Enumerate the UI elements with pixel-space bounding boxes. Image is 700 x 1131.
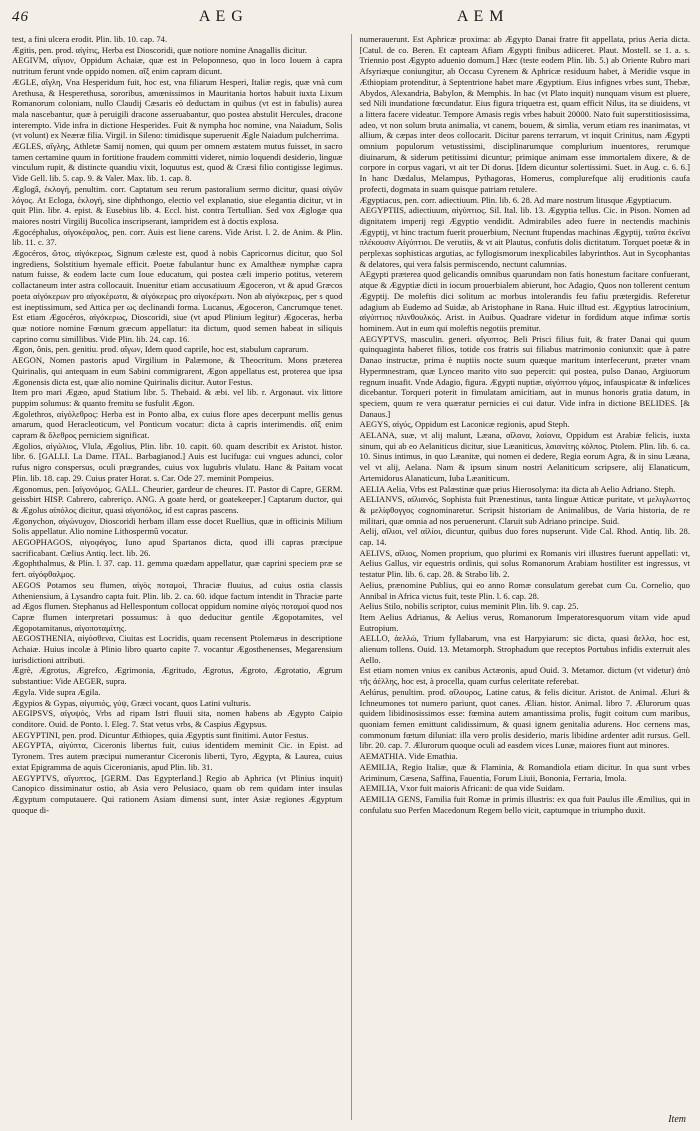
dictionary-entry: AEgypti præterea quod gelicandis omnibus quarundam non fatis honestum facitare confuerant, atque & Ægyptiæ dicti in iocum prouerbialem abierunt, hoc Adagio, Quos non tollerent centum Ægyptij. De moleftis dici solitum ac morbus intolerandis feu fafiu prætergidis. Referetur adagium ab Eudemo ad Suidæ, ab Aristophane in Rana. Huic illtud est. Ægyptius latrocinium, αἰγύπτιος πλινθουλκός. Arist. in Auibus. Quadrare videtur in fordidum atque infimæ sortis hominem. Aut in eum qui moleftis negotiis premitur. [359, 269, 690, 333]
dictionary-entry: Ægophthalmus, & Plin. l. 37. cap. 11. gemma quædam appellatur, quæ caprini speciem præ se fert. αἰγόφθαλμος. [12, 558, 343, 580]
dictionary-entry: Ægocéphalus, αἰγοκέφαλος, pen. corr. Auis est liene carens. Vide Arist. l. 2. de Anim. & Plin. lib. 11. c. 37. [12, 226, 343, 248]
dictionary-entry: Ægonychon, αἰγώνυχον, Dioscoridi herbam illam esse docet Ruellius, quæ in officinis Milium Solis appellatur. Alio nomine Lithospermū vocatur. [12, 515, 343, 537]
dictionary-entry: AEGIPSVS, αἰγυψός, Vrbs ad ripam Istri fluuii sita, nomen habens ab Ægypto Caipio conditore. Ouid. de Ponto. l. Eleg. 7. Stat vetus vrbs, & Caspius Ægypsus. [12, 708, 343, 729]
dictionary-entry: AEMILIA, Regio Italiæ, quæ & Flaminia, & Romandiola etiam dicitur. In qua sunt vrbes Ariminum, Cæsena, Saffina, Fauentia, Forum Liuii, Bononia, Ferraria, Imola. [359, 761, 690, 783]
dictionary-entry: Est etiam nomen vnius ex canibus Actæonis, apud Ouid. 3. Metamor. dictum (vt videtur) ἀπὸ τῆς ἀέλλης, hoc est, à procella, quam curfus celeritate referebat. [359, 665, 690, 687]
dictionary-entry: AELANA, suæ, vt alij malunt, Læana, αἴλανα, λαίανα, Oppidum est Arabiæ felicis, iuxta sinum, qui ab eo Aelaniticus dicitur, siue Læaniticus, λαιανίτης κόλπος. Ptolem. Plin. lib. 6. ca. 10. Sinus intimus, in quo Læanitæ, qui nomen ei dedere, Regia eorum Agra, & in sinu Læana, vel vt alij, Aelana. Nam & ipsum sinum nostri Aelaniticum scripsere, alij Elanaticum, Artemidorus Alanaticum, Iuba Læaniticum. [359, 430, 690, 483]
dictionary-entry: Aelius Stilo, nobilis scriptor, cuius meminit Plin. lib. 9. cap. 25. [359, 601, 579, 612]
right-running-head: A E M [456, 8, 505, 25]
column-rule [351, 34, 352, 1120]
dictionary-entry: Item Aelius Adrianus, & Aelius verus, Romanorum Imperatoresquorum vitam vide apud Eutropium. [359, 611, 690, 633]
left-running-head: A E G [198, 8, 244, 25]
text-columns [12, 34, 690, 1120]
dictionary-entry: Ægocéros, ὤτος, αἰγόκερως, Signum cæleste est, quod à nobis Capricornus dicitur, quo Sol ingrediens, Solstitium hyemale efficit. Poetæ fabulantur hunc ex Amaltheæ nymphæ capra natum fuisse, & eodem lacte cum Ioue educatum, qui postea cæli imperio potitus, veterem collactaneum inter astra collocauit. Inuenitur etiam accusatiuum Ægoceron, vt & apud Græcos poeta αἰγόκερων pro αἰγοκέρωτα, & αἰγόκερως pro αἰγοκέρωτι. Non ab αἰγόκερως, per s quod est ineptissimum, sed Attica per ως declinandi forma. Lucanus, Ægoceron, Cancrumque tenet. Est etiam Ægocéros, αἰγόκερως, Dioscoridi, siue (vt apud Plinium legitur) Ægoceras, herba quæ notiore nomine Fœnum græcum appellatur: ita dictum, quod semen habeat in siliquis caprino cornu simillibus. Vide Plin. lib. 24. cap. 16. [12, 248, 343, 344]
dictionary-entry: Item pro mari Ægæo, apud Statium libr. 5. Thebaid. & æbi. vel lib. r. Argonaut. vix littore puppim solumus: & quanto fremitu se fusfulit Ægon. [12, 387, 343, 408]
dictionary-entry: Ægyla. Vide supra Ægila. [12, 686, 101, 697]
dictionary-entry: AELIVS, αἴλιος, Nomen proprium, quo plurimi ex Romanis viri illustres fuerunt appellati: vt, Aelius Gallus, vir equestris ordinis, qui solus Romanorum Arabiam hostiliter est ingressus, vt testatur Plin. lib. 6. cap. 28. & Strabo lib. 2. [359, 547, 690, 580]
dictionary-entry: ÆGLES, αἴγλης, Athletæ Samij nomen, qui quum per omnem æstatem mutus fuisset, in sacro tamen certamine quum in fortitione fraudem committi videret, nimio loquendi desiderio, linguæ vinculum rupit, & distincte quandiu vixit, loquutus est, quod & Cræsi filio contigisse legimus. Vide Gell. lib. 5. cap. 9. & Valer. Max. lib. 1. cap. 8. [12, 141, 343, 184]
dictionary-entry: Aelij, αἴλιοι, vel αἰλίοι, dicuntur, quibus duo fores nupserunt. Vide Cal. Rhod. Antiq. lib. 28. cap. 14. [359, 526, 690, 548]
dictionary-entry: Ægitis, pen. prod. αἰγίτις, Herba est Dioscoridi, quæ notiore nomine Anagallis dicitur. [12, 44, 307, 55]
dictionary-entry: Ægonomus, pen. [αἰγονόμος. GALL. Cheurier, gardeur de cheures. IT. Pastor di Capre, GERM. geissbirt HISP. Cabrero, cabreriço. ANG. A goate herd, or goatekeeper.] Captarum ductor, qui & Ægolus αἰπόλος dicitur, quasi αἰγοπόλος, id est capras pascens. [12, 483, 343, 515]
dictionary-entry: Ægyptiacus, pen. corr. adiectiuum. Plin. lib. 6. 28. Ad mare nostrum litusque Ægyptiacum. [359, 194, 672, 205]
dictionary-entry: AEGYPTA, αἰγύπτα, Ciceronis libertus fuit, cuius identidem meminit Cic. in Epist. ad Tyronem. Tres autem præcipui numerantur Ciceronis liberti, Tyro, Ægypta, & Laurea, cuius extat Epigramma de aquis Ciceronianis, apud Plin. lib. 31. [12, 740, 343, 772]
dictionary-entry: test, a fini ulcera erodit. Plin. lib. 10. cap. 74. [12, 34, 168, 44]
dictionary-entry: AEGIVM, αἴγιον, Oppidum Achaiæ, quæ est in Peloponneso, quo in loco Iouem à capra nutritum ferunt vnde oppido nomen. αἴξ enim capram dicunt. [12, 55, 343, 77]
dictionary-entry: Aelius, prænomine Publius, qui eo anno Romæ consulatum gerebat cum Cu. Cornelio, quo Annibal in Africa victus fuit, teste Plin. l. 6. cap. 28. [359, 579, 690, 601]
right-column [359, 34, 690, 1120]
left-column [12, 34, 343, 1120]
dictionary-entry: Æglogâ, ἐκλογή, penultim. corr. Captatum seu rerum pastoralium sermo dicitur, quasi αἰγῶν λόγος. At Ecloga, ἐκλογή, sine diphthongo, electio vel explanatio, siue elegantia dicitur, vt in quit Plin. libr. 4. epist. & Eusebius lib. 4. Eccl. hist. contra Tertullian. Sed vox Æglogæ qua maiores nostri Virgilij Bucolica inscripserant, iampridem est à doctis explosa. [12, 183, 343, 226]
dictionary-entry: ÆGLE, αἴγλη, Vna Hesperidum fuit, hoc est, vna filiarum Hesperi, Italiæ regis, quæ vnà cum Arethusa, & Hesperethusa, sororibus, amœnissimos in Mauritania hortos habuit iuxta Lixum Romanorum coloniam, nullo Claudij Cæsaris eò deductam in quibus (vt est in fabulis) aurea mala nascebantur, quæ à peruigili dracone asseruabantur, quo postea abstulit Hercules, dracone interempto. Vide infra in dictione Hesperides. Fuit & nympha hoc nomine, vna Naiadum, Solis (vt volunt) ex Neæræ filia. Virgil. in Sileno: timidisque superuenit Ægle Naiadum pulcherrima. [12, 76, 343, 141]
dictionary-entry: Ægypios & Gypas, αἰγυπιός, γύψ, Græci vocant, quos Latini vulturis. [12, 697, 251, 708]
dictionary-entry: AELIA Aelia, Vrbs est Palæstinæ quæ prius Hierosolyma: ita dicta ab Aelio Adriano. Steph. [359, 483, 676, 494]
dictionary-entry: numerauerunt. Est Aphricæ proxima: ab Ægypto Danai fratre fit appellata, prius Aeria dicta. [Catul. de co. Beren. Et capteam Afiam Ægypti finibus adiiceret. Plaut. Mostell. se 1. a. s. Triennio post Ægypto aduenio domum.] Hæc (teste eodem Plin. lib. 5.) ab Oriente Rubro mari Afsyriæque coniungitur, ab Occasu Cyrenem & Aphricæ residuum habet, à Meridie vsque in Æthiopiam protenditur, à Septentrione habet mare Ægyptium. Eius infignes vrbes sunt, Thebæ, Abydos, Alexandria, Babylon, & Memphis. In hac (vt Plato inquit) nunquam visum est pluere, sed Nili inundatione fœcundatur. Eius figura triquetra est, quam efficit Nilus, ita se diuidens, vt a littera facere videatur. Tempore Amasis regis vrbes habuit 20000. Nato fuit superstitiosissima, adeo, vt non solum bruta animalia, vt canem, bouem, & simlia, verum etiam res inanimatas, vt allium, & cæpas inter deos collocarit. Dicitur parens terrarum, vt inquit Crinitus, nam Ægypti omnium populorum vetustissimi, disciplinarumque complurium inuentores, rerumque diuinarum, & siderum petitissimi dicuntur; primique animam esse immortalem dixere, & de corpore in corpus vagari, vt ait ter Di dorus. [Idem dicuntur solertissimi. Suet. in Aug. c. 6. 6.] In hanc Dædalus, Melampus, Pythagoras, Homerus, complurefque alij eruditionis caufa profecti, dogmata in suam quisque patriam retulere. [359, 34, 690, 194]
dictionary-entry: AEGYPTVS, masculin. generi. αἴγυπτος. Beli Prisci filius fuit, & frater Danai qui quum quinquaginta haberet filios, totide cos fratris sui filiabus matrimonio coniunxit: quæ à patre Danao instructæ, prima è nuptiis nocte suum quæque maritum interfecerunt, præter vnam Hypermnestram, quæ Lynceo marito vito suo pepercit: qui postea, pulso Danao, Argiuorum regnum inuafit. Vnde Adagio, figura. Ægypti nuptiæ, αἰγύπτου γάμος, infauspicatæ & infœlices dicebantur. Torqueri poterit in fimulatam amicitiam, aut in munus honoris gratia datum, in speciem, quum re vera quæratur pernicies ei cui datur. Vide infra in dictione BELIDES. [& Danaus.] [359, 333, 690, 419]
dictionary-entry: AEGYPTINI, pen. prod. Dicuntur Æthiopes, quia Ægyptis sunt finitimi. Autor Festus. [12, 729, 309, 740]
dictionary-entry: AEMILIA GENS, Familia fuit Romæ in primis illustris: ex qua fuit Paulus ille Æmilius, qui in confulatu suo Perfen Macedonum Regem bello vicit, captumque in triumpho duxit. [359, 793, 690, 815]
dictionary-entry: AEGYPTVS, αἴγυπτος, [GERM. Das Egypterland.] Regio ab Aphrica (vt Plinius inquit) Canopico dissiminatur ostio, ab Asia vero Pelusiaco, quam ob rem quidam inter insulas Ægyptum computauere. Qui rationem Asiam dimensi sunt, inter Asiæ regiones Ægyptum quoque di- [12, 772, 343, 815]
catchword: Item [668, 1114, 686, 1125]
dictionary-entry: Aelúrus, penultim. prod. αἴλουρος, Latine catus, & felis dicitur. Aristot. de Animal. Æluri & Ichneumones tot numero pariunt, quot canes. Ælian. histor. Animal. libro 7. Ælurorum quas quidem libidinosissimos esse: fœmina autem amantissima prolis, fugit coitum cum maribus, quoniam femen emittunt calidissimum, & quasi ignem genitalia adurens. Hoc cernens mas, commonum fœtum diluniat: illa vero prolis desiderio, maris libidine ardenter adit rursus. Gell. libr. 20. cap. 7. Ælurorum quoque oculi ad easdem vices Lunæ, maiores fiunt aut minores. [359, 686, 690, 751]
dictionary-entry: Ægon, ônis, pen. genitiu. prod. αἴγων, Idem quod caprile, hoc est, stabulum caprarum. [12, 344, 309, 355]
dictionary-entry: AELIANVS, αἰλιανός, Sophista fuit Prænestinus, tanta linguæ Atticæ puritate, vt μελιγλωττος & μελίφθογγος cognominaretur. Scripsit historiam de Animalibus, de Varia historia, de re militari, quæ omnia ad nos peruenerunt. Claruit sub Adriano principe. Suid. [359, 494, 690, 526]
dictionary-entry: AEGOS Potamos seu flumen, αἰγὸς ποταμοί, Thraciæ fluuius, ad cuius ostia classis Atheniensium, à Lysandro capta fuit. Plin. lib. 2. ca. 60. idque factum intendit in Thraciæ parte ad Ægos flumen. Stephanus ad Hellespontum collocat oppidum nomine αἰγὸς ποταμοί quod nos Capræ flumen interpretari possumus: à quo deducitur gentile Ægopotamites, vel Ægopotamitanus, αἰγοποταμίτης. [12, 579, 343, 633]
dictionary-entry: AELLO, ἀελλώ, Trium fyllabarum, vna est Harpyiarum: sic dicta, quasi ἄελλα, hoc est, alienum tollens. Ouid. 13. Metamorph. Strophadum que receptos Portubus infidis exterruit ales Aello. [359, 633, 690, 665]
dictionary-entry: AEGON, Nomen pastoris apud Virgilium in Palæmone, & Theocritum. Mons præterea Quirinalis, qui antequam in eum Sabini commigrarent, Ægon appellatus est, proterea que ipsa Ægonensis dicta est, quæ alio nomine Quirinalis dicitur. Autor Festus. [12, 355, 343, 387]
dictionary-entry: AEGYPTIIS, adiectiuum, αἰγύπτιος. Sil. Ital. lib. 13. Ægyptia tellus. Cic. in Pison. Nomen ad dignitatem imperij regi Ægyptio vendidit. Admirabiles adeo fuere in nectendis machinis Ægyptij, vt hinc tractum fuerit prouerbium, Nectunt ftupendas machinas Ægyptij, ταῦτα ἐκεῖνα πλέκουσιν Αἰγύπτιοι. De verutiis, & vt ait Plautus, confutis dolis dictitatum. Torquet poetæ & in perplexas sophisticas argutias, ac fyllogismorum inexplicabiles labyrinthos. Aut in Sycophantas & delatores, qui vera falsis permiscendo, nectunt calumnias. [359, 205, 690, 269]
dictionary-entry: AEGYS, αἰγύς, Oppidum est Laconicæ regionis, apud Steph. [359, 419, 570, 430]
dictionary-entry: AEMILIA, Vxor fuit maioris Africani: de qua vide Suidam. [359, 783, 565, 794]
dictionary-entry: Ægolios, αἰγώλιος, Vlula, Ægolius, Plin. libr. 10. capit. 60. quam describit ex Aristot. histor. libr. 6. [GALLI. La Dame. ITAL. Barbagianod.] Auis est lucifuga: cui vngues adunci, color rufus nigro conspersus, oculi prægrandes, cuius vox lugubris vlulatu. Hanc & Paitam vocat Plin. lib. 18. cap. 29. Cuius prater Horat. s. Car. Ode 27. meminit Pompeius. [12, 440, 343, 483]
dictionary-entry: AEGOPHAGOS, αἰγοφάγος, Iuno apud Spartanos dicta, quod illi capras præcipue sacrificabant. Cælius Antiq. lect. lib. 26. [12, 537, 343, 558]
dictionary-entry: AEMATHIA. Vide Emathia. [359, 751, 458, 762]
page-number: 46 [12, 9, 29, 25]
dictionary-entry: Ægolethros, αἰγόλεθρος: Herba est in Ponto alba, ex cuius flore apes decerpunt mellis genus amarum, quod Heracleoticum, vel Ponticum vocatur: dicta à capris interimendis. αἴξ enim capram & ὄλεθρος perniciem significat. [12, 408, 343, 441]
dictionary-entry: AEGOSTHENIA, αἰγόσθενα, Ciuitas est Locridis, quam recensent Ptolemæus in descriptione Achaiæ. Huius incolæ à Plinio libro quarto capite 7. vocantur Ægosthenenses, Megarensium iurisdictioni attributi. [12, 633, 343, 665]
dictionary-entry: Ægrè, Ægrotus, Ægrefco, Ægrimonia, Ægritudo, Ægrotus, Ægroto, Ægrotatio, Ægrum substantiue: Vide AEGER, supra. [12, 665, 343, 687]
running-header [12, 8, 690, 30]
